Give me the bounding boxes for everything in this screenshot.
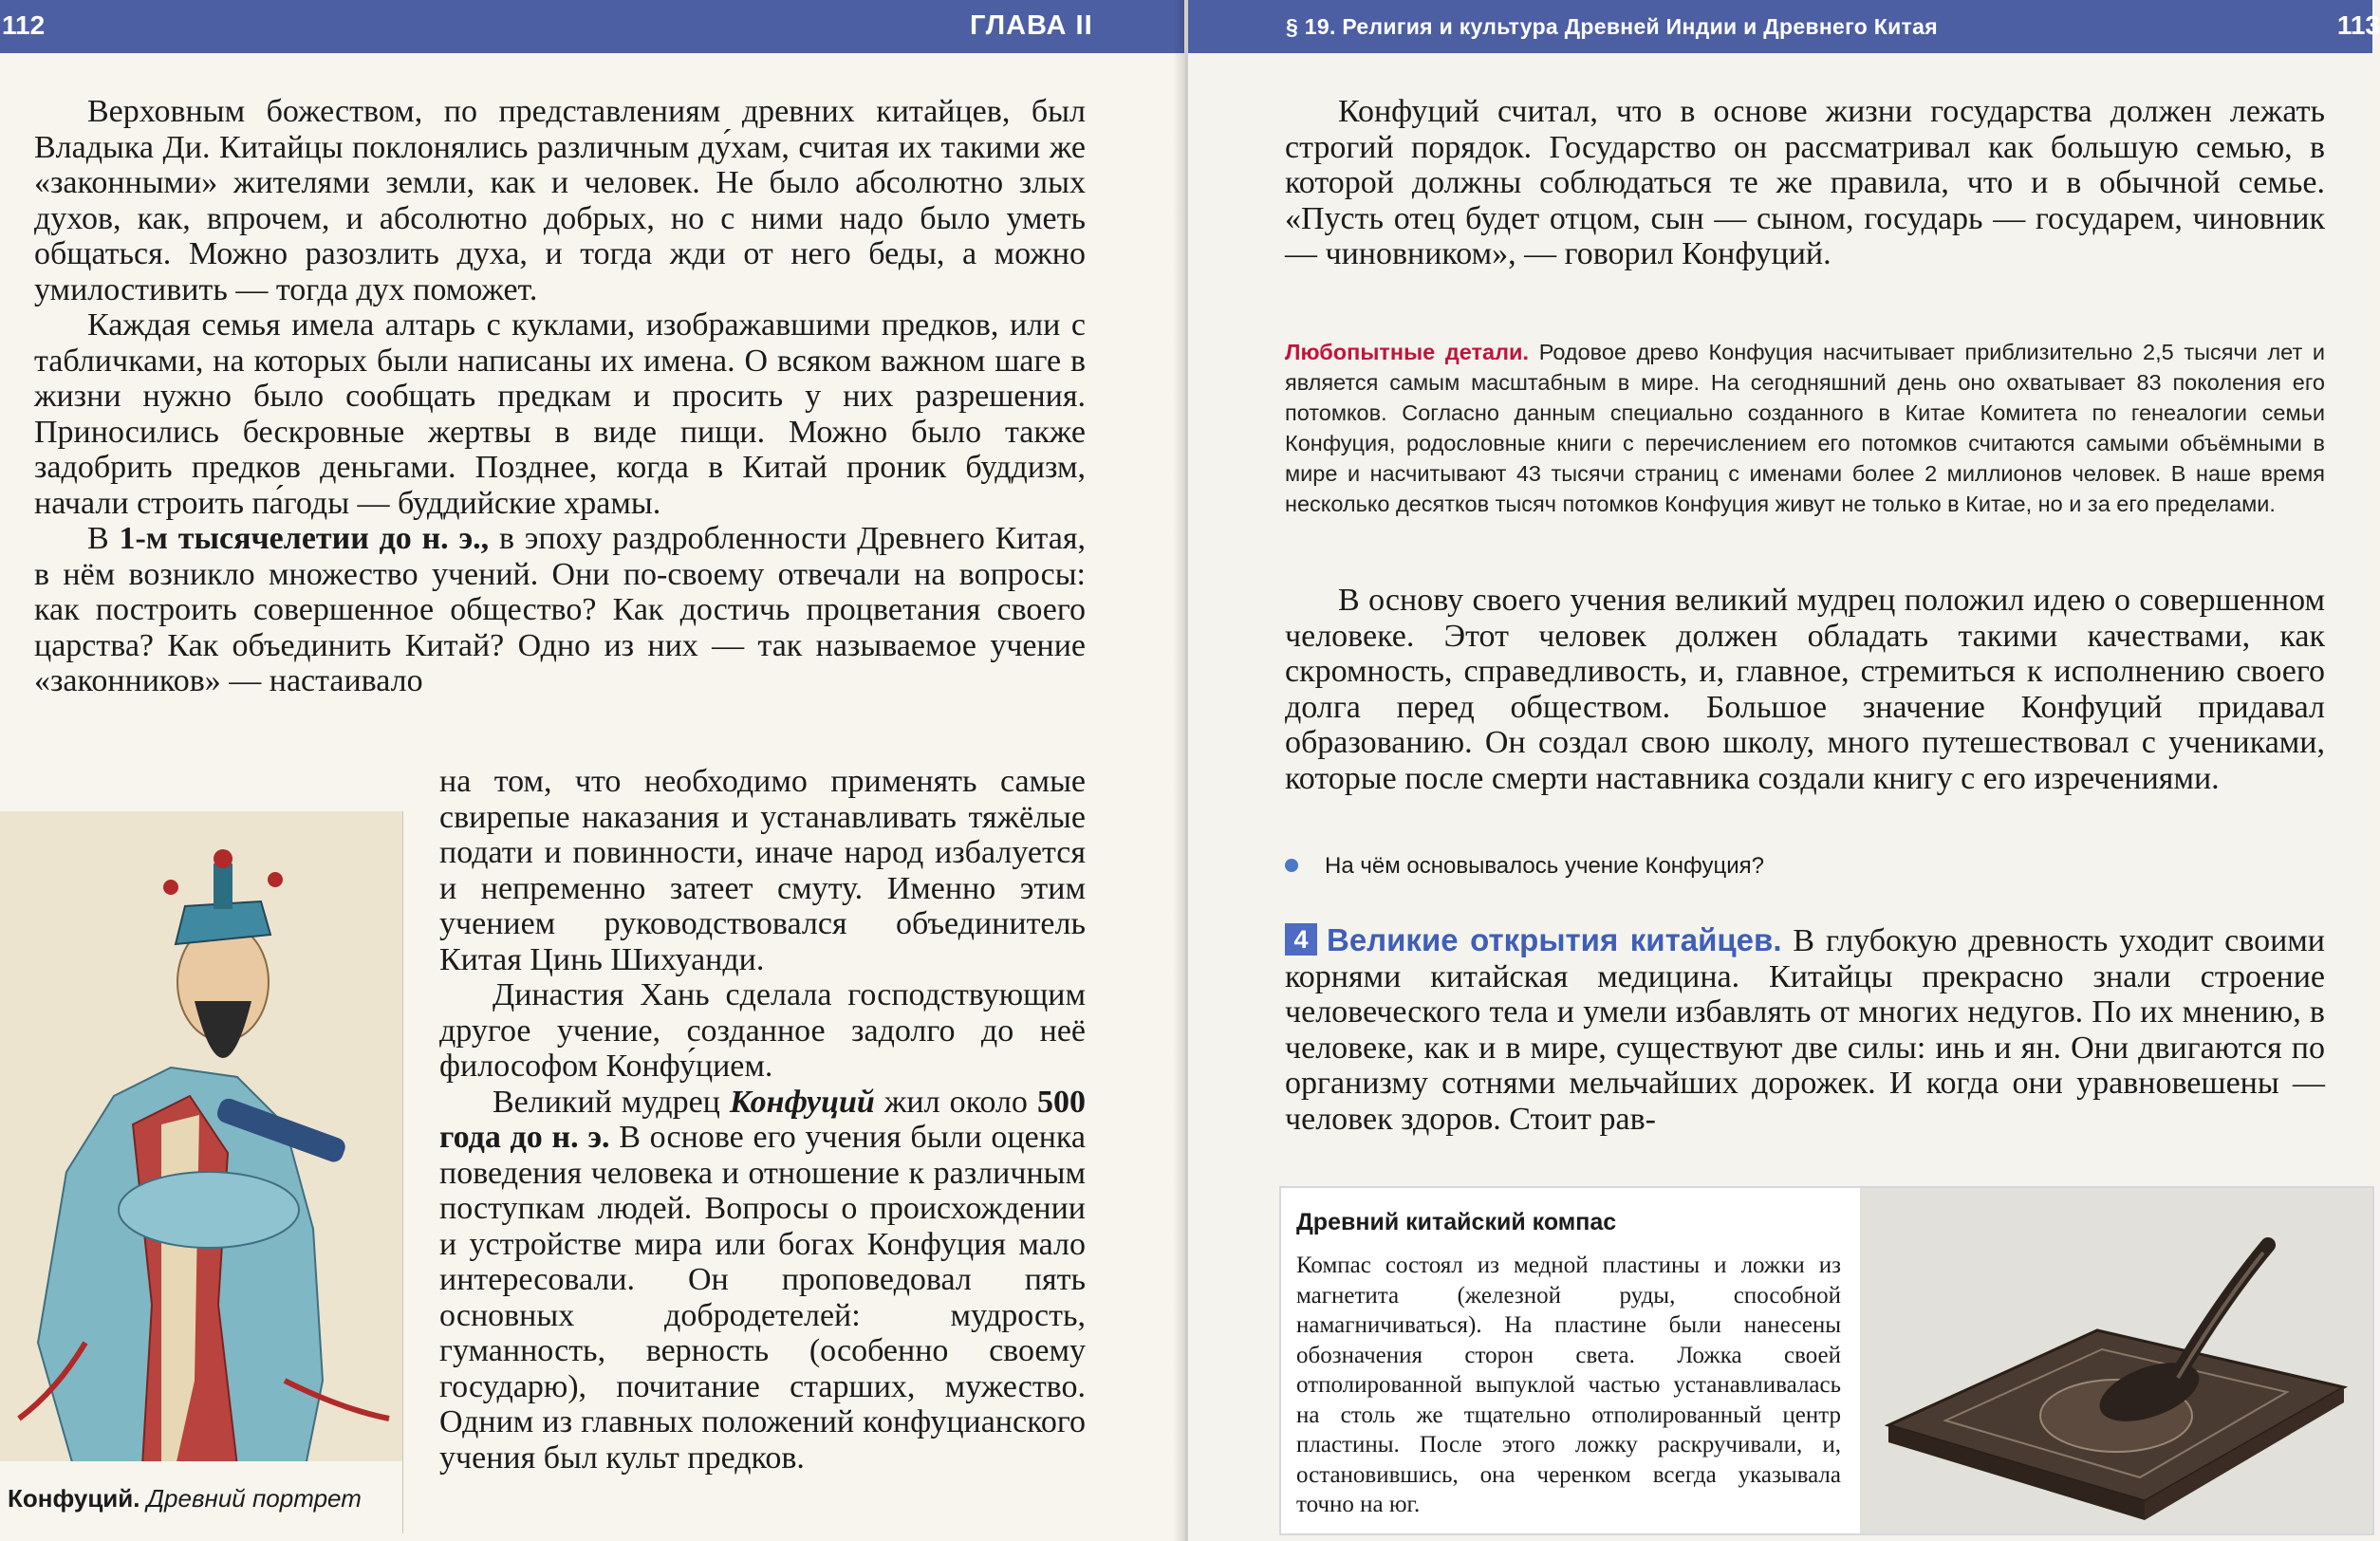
right-paragraph-1: Конфуций считал, что в основе жизни государства должен лежать строгий порядок. Государство он рассматривал как большую семью, в которой должны соблюдаться те же правила, что и в обычной семье. «Пусть отец будет отцом, сын — сыном, государь — государем, чиновник — чиновником», — говорил Конфуций. (1285, 94, 2325, 271)
compass-photo (1860, 1188, 2372, 1533)
curious-details-text: Родовое древо Конфуция насчитывает приблизительно 2,5 тысячи лет и является самым масштабным в мире. На сегодняшний день оно охватывает 83 поколения его потомков. Согласно данным специально созданного в Китае Комитета по генеалогии семьи Конфуция, родословные книги с перечислением его потомков считаются самыми объёмными в мире и насчитывают 43 тысячи страниц с именами более 2 миллионов человек. В наше время несколько десятков тысяч потомков Конфуция живут не только в Китае, но и за его пределами. (1285, 340, 2325, 516)
compass-box-text: Компас состоял из медной пластины и ложки из магнетита (железной руды, способной намагничиваться). На пластине были нанесены обозначения сторон света. Ложка своей отполированной выпуклой частью устанавливалась на столь же тщательно отполированный центр пластины. После этого ложку раскручивали, и, остановившись, она черенком всегда указывала точно на юг. (1296, 1253, 1841, 1517)
compass-box-title: Древний китайский компас (1296, 1209, 1617, 1235)
left-paragraph-1: Верховным божеством, по представлениям древних китайцев, был Владыка Ди. Китайцы поклонялись различным ду́хам, считая их такими же «законными» жителями земли, как и человек. Не было абсолютно злых духов, как, впрочем, и абсолютно добрых, но с ними надо было уметь общаться. Можно разозлить духа, и тогда жди от него беды, а можно умилостивить — тогда дух поможет. (34, 94, 1086, 307)
portrait-caption: Конфуций. Древний портрет (0, 1461, 402, 1533)
left-page (0, 0, 1184, 1541)
right-text-top (1285, 94, 2325, 272)
section-4-paragraph: 4 Великие открытия китайцев. В глубокую древность уходит своими корнями китайская медицина. Китайцы прекрасно знали строение человеческого тела и умели избавлять от многих недугов. По их мнению, в человеке, как и в мире, существуют две силы: инь и ян. Они двигаются по организму сотнями мельчайших дорожек. И когда они уравновешены — человек здоров. Стоит рав- (1285, 922, 2326, 1137)
left-paragraph-4: Династия Хань сделала господствующим другое учение, созданное задолго до неё философом Конфу́цием. (439, 977, 1086, 1084)
left-paragraph-3-continued: на том, что необходимо применять самые свирепые наказания и устанавливать тяжёлые подати и повинности, иначе народ избалуется и непременно затеет смуту. Именно этим учением руководствовался объединитель Китая Цинь Шихуанди. (439, 764, 1086, 977)
right-paragraph-2: В основу своего учения великий мудрец положил идею о совершенном человеке. Этот человек должен обладать такими качествами, как скромность, справедливость, и, главное, стремиться к исполнению своего долга перед обществом. Большое значение Конфуций придавал образованию. Он создал свою школу, много путешествовал с учениками, которые после смерти наставника создали книгу с его изречениями. (1285, 583, 2325, 796)
chapter-title: ГЛАВА II (970, 10, 1093, 41)
left-paragraph-2: Каждая семья имела алтарь с куклами, изображавшими предков, или с табличками, на которых были написаны их имена. О всяком важном шаге в жизни нужно было сообщать предкам и просить у них разрешения. Приносились бескровные жертвы в виде пищи. Можно было также задобрить предков деньгами. Позднее, когда в Китай проник буддизм, начали строить па́годы — буддийские храмы. (34, 307, 1086, 521)
bullet-icon (1285, 859, 1298, 872)
compass-info-box (1279, 1186, 2374, 1535)
curious-details-box (1285, 337, 2325, 519)
right-page-header (1188, 0, 2380, 53)
curious-details-label: Любопытные детали. (1285, 340, 1530, 364)
left-text-column (439, 764, 1086, 1476)
left-paragraph-3: В 1-м тысячелетии до н. э., в эпоху раздробленности Древнего Китая, в нём возникло множество учений. Они по-своему отвечали на вопросы: как построить совершенное общество? Как достичь процветания своего царства? Как объединить Китай? Одно из них — так называемое учение «законников» — настаивало (34, 521, 1087, 698)
left-text-top (34, 94, 1086, 699)
section-4 (1285, 922, 2325, 1137)
left-page-header (0, 0, 1184, 53)
section-4-heading: Великие открытия китайцев. (1327, 922, 1782, 957)
section-title: § 19. Религия и культура Древней Индии и Древнего Китая (1286, 14, 1938, 39)
review-question: На чём основывалось учение Конфуция? (1285, 853, 2325, 880)
left-paragraph-5: Великий мудрец Конфуций жил около 500 года до н. э. В основе его учения были оценка поведения человека и отношение к различным поступкам людей. Вопросы о происхождении и устройстве мира или богах Конфуция мало интересовали. Он проповедовал пять основных добродетелей: мудрость, гуманность, верность (особенно своему государю), почитание старших, мужество. Одним из главных положений конфуцианского учения был культ предков. (439, 1084, 1087, 1476)
confucius-figure-illustration (0, 811, 402, 1466)
page-number-right: 113 (2336, 10, 2380, 40)
compass-illustration (1860, 1188, 2372, 1533)
right-text-middle (1285, 583, 2325, 796)
right-page (1188, 0, 2380, 1541)
confucius-portrait (0, 811, 403, 1533)
page-number-left: 112 (2, 10, 46, 40)
section-number-badge: 4 (1285, 923, 1317, 956)
